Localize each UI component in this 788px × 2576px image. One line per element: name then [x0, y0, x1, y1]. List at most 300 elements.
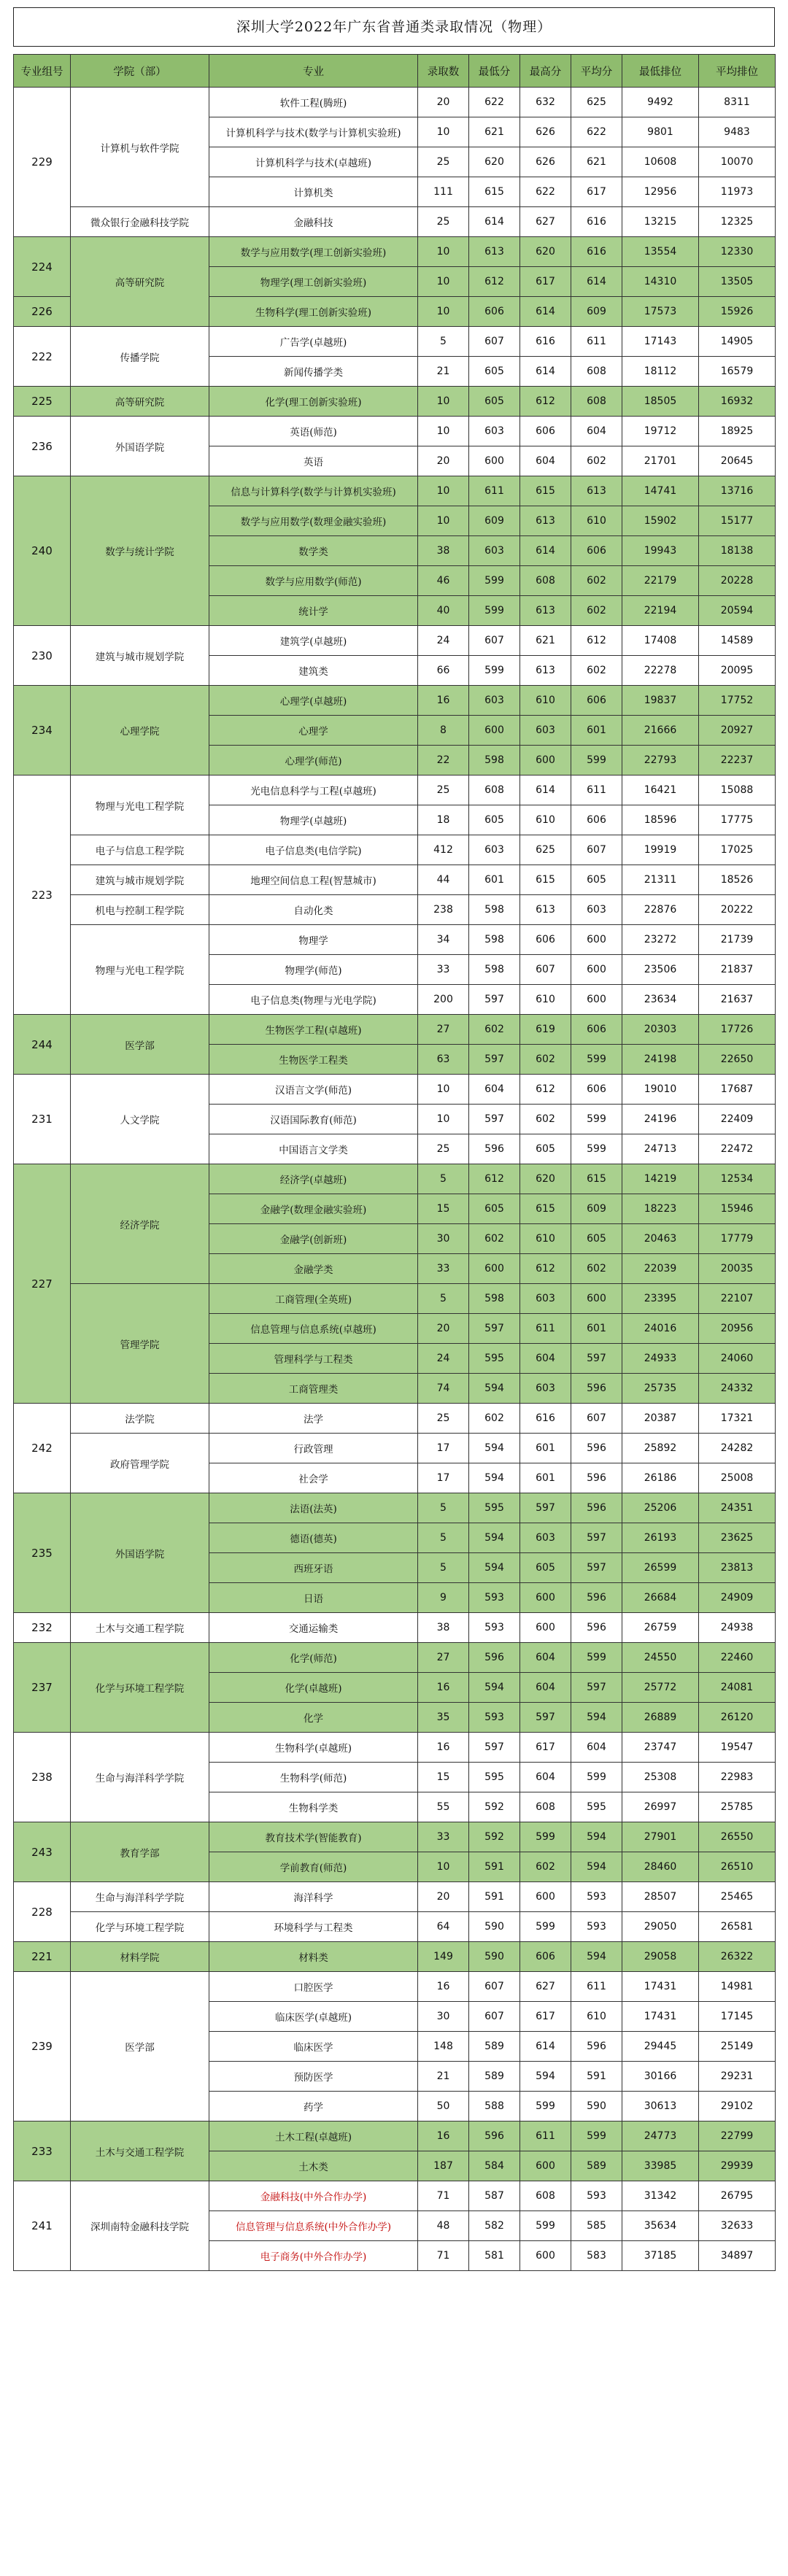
min-score-cell: 598 — [469, 1284, 520, 1314]
group-id-cell: 237 — [14, 1643, 71, 1733]
admitted-cell: 46 — [418, 566, 469, 596]
table-row — [14, 626, 776, 656]
min-score-cell: 597 — [469, 1733, 520, 1763]
min-score-cell: 603 — [469, 417, 520, 446]
major-cell: 土木类 — [209, 2151, 418, 2181]
avg-rank-cell: 24060 — [699, 1344, 776, 1374]
col-header-max-score: 最高分 — [520, 55, 571, 88]
min-score-cell: 597 — [469, 1105, 520, 1134]
admitted-cell: 10 — [418, 117, 469, 147]
avg-score-cell: 625 — [571, 88, 622, 117]
avg-rank-cell: 12330 — [699, 237, 776, 267]
table-row — [14, 1164, 776, 1194]
major-cell: 工商管理类 — [209, 1374, 418, 1404]
min-score-cell: 594 — [469, 1463, 520, 1493]
min-score-cell: 602 — [469, 1404, 520, 1434]
min-score-cell: 594 — [469, 1673, 520, 1703]
college-cell: 土木与交通工程学院 — [71, 2121, 209, 2181]
college-cell: 数学与统计学院 — [71, 476, 209, 626]
max-score-cell: 612 — [520, 1075, 571, 1105]
min-rank-cell: 22278 — [622, 656, 699, 686]
min-rank-cell: 12956 — [622, 177, 699, 207]
avg-rank-cell: 21637 — [699, 985, 776, 1015]
avg-score-cell: 585 — [571, 2211, 622, 2241]
avg-rank-cell: 24332 — [699, 1374, 776, 1404]
avg-rank-cell: 26510 — [699, 1852, 776, 1882]
min-score-cell: 597 — [469, 1045, 520, 1075]
college-cell: 传播学院 — [71, 327, 209, 387]
college-cell: 材料学院 — [71, 1942, 209, 1972]
max-score-cell: 606 — [520, 417, 571, 446]
min-rank-cell: 26759 — [622, 1613, 699, 1643]
major-cell: 交通运输类 — [209, 1613, 418, 1643]
college-cell: 电子与信息工程学院 — [71, 835, 209, 865]
group-id-cell: 236 — [14, 417, 71, 476]
major-cell: 行政管理 — [209, 1434, 418, 1463]
avg-score-cell: 602 — [571, 596, 622, 626]
major-cell: 计算机科学与技术(卓越班) — [209, 147, 418, 177]
min-rank-cell: 18112 — [622, 357, 699, 387]
major-cell: 物理学 — [209, 925, 418, 955]
max-score-cell: 602 — [520, 1045, 571, 1075]
min-score-cell: 602 — [469, 1015, 520, 1045]
major-cell: 法学 — [209, 1404, 418, 1434]
avg-rank-cell: 12534 — [699, 1164, 776, 1194]
avg-rank-cell: 21739 — [699, 925, 776, 955]
avg-score-cell: 606 — [571, 1075, 622, 1105]
major-cell: 金融科技 — [209, 207, 418, 237]
avg-rank-cell: 15088 — [699, 775, 776, 805]
admitted-cell: 16 — [418, 686, 469, 716]
admitted-cell: 15 — [418, 1194, 469, 1224]
avg-rank-cell: 20228 — [699, 566, 776, 596]
avg-rank-cell: 17775 — [699, 805, 776, 835]
min-score-cell: 596 — [469, 1134, 520, 1164]
major-cell: 土木工程(卓越班) — [209, 2121, 418, 2151]
max-score-cell: 599 — [520, 1912, 571, 1942]
admitted-cell: 238 — [418, 895, 469, 925]
min-score-cell: 581 — [469, 2241, 520, 2271]
min-score-cell: 600 — [469, 446, 520, 476]
max-score-cell: 617 — [520, 1733, 571, 1763]
avg-score-cell: 596 — [571, 1613, 622, 1643]
max-score-cell: 615 — [520, 865, 571, 895]
avg-rank-cell: 16579 — [699, 357, 776, 387]
max-score-cell: 604 — [520, 1673, 571, 1703]
major-cell: 社会学 — [209, 1463, 418, 1493]
max-score-cell: 614 — [520, 297, 571, 327]
avg-rank-cell: 15926 — [699, 297, 776, 327]
major-cell: 化学(师范) — [209, 1643, 418, 1673]
min-score-cell: 595 — [469, 1493, 520, 1523]
min-rank-cell: 20387 — [622, 1404, 699, 1434]
group-id-cell: 241 — [14, 2181, 71, 2271]
avg-score-cell: 590 — [571, 2092, 622, 2121]
avg-score-cell: 594 — [571, 1942, 622, 1972]
avg-rank-cell: 32633 — [699, 2211, 776, 2241]
major-cell: 统计学 — [209, 596, 418, 626]
admitted-cell: 40 — [418, 596, 469, 626]
min-rank-cell: 26599 — [622, 1553, 699, 1583]
min-score-cell: 601 — [469, 865, 520, 895]
min-rank-cell: 16421 — [622, 775, 699, 805]
major-cell: 教育技术学(智能教育) — [209, 1822, 418, 1852]
min-rank-cell: 14741 — [622, 476, 699, 506]
min-rank-cell: 20463 — [622, 1224, 699, 1254]
major-cell: 环境科学与工程类 — [209, 1912, 418, 1942]
table-row — [14, 1643, 776, 1673]
major-cell: 德语(德英) — [209, 1523, 418, 1553]
min-score-cell: 590 — [469, 1942, 520, 1972]
college-cell: 政府管理学院 — [71, 1434, 209, 1493]
avg-rank-cell: 22650 — [699, 1045, 776, 1075]
avg-rank-cell: 15946 — [699, 1194, 776, 1224]
max-score-cell: 606 — [520, 925, 571, 955]
avg-score-cell: 611 — [571, 775, 622, 805]
avg-rank-cell: 22237 — [699, 746, 776, 775]
major-cell: 化学(理工创新实验班) — [209, 387, 418, 417]
min-score-cell: 607 — [469, 2002, 520, 2032]
min-rank-cell: 30613 — [622, 2092, 699, 2121]
admitted-cell: 21 — [418, 2062, 469, 2092]
avg-rank-cell: 18138 — [699, 536, 776, 566]
avg-score-cell: 612 — [571, 626, 622, 656]
major-cell: 西班牙语 — [209, 1553, 418, 1583]
min-rank-cell: 26997 — [622, 1792, 699, 1822]
max-score-cell: 603 — [520, 1284, 571, 1314]
table-row — [14, 476, 776, 506]
table-row — [14, 1075, 776, 1105]
min-score-cell: 587 — [469, 2181, 520, 2211]
college-cell: 建筑与城市规划学院 — [71, 626, 209, 686]
college-cell: 建筑与城市规划学院 — [71, 865, 209, 895]
avg-rank-cell: 17779 — [699, 1224, 776, 1254]
avg-rank-cell: 22460 — [699, 1643, 776, 1673]
avg-rank-cell: 25008 — [699, 1463, 776, 1493]
min-score-cell: 602 — [469, 1224, 520, 1254]
admitted-cell: 20 — [418, 88, 469, 117]
col-header-college: 学院（部） — [71, 55, 209, 88]
avg-rank-cell: 20222 — [699, 895, 776, 925]
min-score-cell: 600 — [469, 1254, 520, 1284]
admitted-cell: 44 — [418, 865, 469, 895]
avg-score-cell: 595 — [571, 1792, 622, 1822]
min-rank-cell: 14219 — [622, 1164, 699, 1194]
major-cell: 金融学(数理金融实验班) — [209, 1194, 418, 1224]
min-score-cell: 599 — [469, 656, 520, 686]
avg-score-cell: 599 — [571, 1105, 622, 1134]
max-score-cell: 627 — [520, 207, 571, 237]
major-cell: 心理学(师范) — [209, 746, 418, 775]
major-cell: 材料类 — [209, 1942, 418, 1972]
admitted-cell: 17 — [418, 1434, 469, 1463]
min-rank-cell: 26186 — [622, 1463, 699, 1493]
admitted-cell: 50 — [418, 2092, 469, 2121]
max-score-cell: 621 — [520, 626, 571, 656]
admitted-cell: 10 — [418, 1852, 469, 1882]
max-score-cell: 620 — [520, 1164, 571, 1194]
major-cell: 中国语言文学类 — [209, 1134, 418, 1164]
max-score-cell: 620 — [520, 237, 571, 267]
max-score-cell: 597 — [520, 1493, 571, 1523]
max-score-cell: 610 — [520, 686, 571, 716]
max-score-cell: 602 — [520, 1852, 571, 1882]
major-cell: 信息管理与信息系统(卓越班) — [209, 1314, 418, 1344]
avg-score-cell: 605 — [571, 1224, 622, 1254]
min-score-cell: 582 — [469, 2211, 520, 2241]
college-cell: 微众银行金融科技学院 — [71, 207, 209, 237]
max-score-cell: 617 — [520, 2002, 571, 2032]
min-rank-cell: 25772 — [622, 1673, 699, 1703]
min-rank-cell: 19943 — [622, 536, 699, 566]
major-cell: 自动化类 — [209, 895, 418, 925]
min-score-cell: 603 — [469, 686, 520, 716]
college-cell: 人文学院 — [71, 1075, 209, 1164]
group-id-cell: 244 — [14, 1015, 71, 1075]
avg-score-cell: 608 — [571, 357, 622, 387]
avg-score-cell: 599 — [571, 1763, 622, 1792]
admitted-cell: 5 — [418, 1493, 469, 1523]
max-score-cell: 604 — [520, 446, 571, 476]
avg-rank-cell: 8311 — [699, 88, 776, 117]
max-score-cell: 611 — [520, 1314, 571, 1344]
table-row — [14, 2121, 776, 2151]
avg-rank-cell: 17752 — [699, 686, 776, 716]
major-cell: 计算机类 — [209, 177, 418, 207]
max-score-cell: 613 — [520, 596, 571, 626]
min-rank-cell: 22194 — [622, 596, 699, 626]
max-score-cell: 613 — [520, 506, 571, 536]
admitted-cell: 17 — [418, 1463, 469, 1493]
college-cell: 高等研究院 — [71, 387, 209, 417]
avg-score-cell: 602 — [571, 1254, 622, 1284]
major-cell: 生物科学(师范) — [209, 1763, 418, 1792]
max-score-cell: 612 — [520, 387, 571, 417]
group-id-cell: 239 — [14, 1972, 71, 2121]
major-cell: 数学与应用数学(数理金融实验班) — [209, 506, 418, 536]
avg-rank-cell: 24909 — [699, 1583, 776, 1613]
min-rank-cell: 29058 — [622, 1942, 699, 1972]
min-rank-cell: 19919 — [622, 835, 699, 865]
table-row — [14, 1434, 776, 1463]
admitted-cell: 16 — [418, 1673, 469, 1703]
admitted-cell: 412 — [418, 835, 469, 865]
college-cell: 医学部 — [71, 1015, 209, 1075]
avg-score-cell: 614 — [571, 267, 622, 297]
admitted-cell: 24 — [418, 626, 469, 656]
max-score-cell: 601 — [520, 1434, 571, 1463]
min-rank-cell: 14310 — [622, 267, 699, 297]
admitted-cell: 20 — [418, 1882, 469, 1912]
min-rank-cell: 26193 — [622, 1523, 699, 1553]
avg-score-cell: 596 — [571, 1374, 622, 1404]
group-id-cell: 238 — [14, 1733, 71, 1822]
group-id-cell: 228 — [14, 1882, 71, 1942]
admitted-cell: 10 — [418, 237, 469, 267]
group-id-cell: 243 — [14, 1822, 71, 1882]
major-cell: 英语(师范) — [209, 417, 418, 446]
min-rank-cell: 22179 — [622, 566, 699, 596]
major-cell: 化学 — [209, 1703, 418, 1733]
admitted-cell: 10 — [418, 417, 469, 446]
admitted-cell: 63 — [418, 1045, 469, 1075]
group-id-cell: 229 — [14, 88, 71, 237]
major-cell: 数学类 — [209, 536, 418, 566]
major-cell: 金融学类 — [209, 1254, 418, 1284]
min-rank-cell: 35634 — [622, 2211, 699, 2241]
avg-score-cell: 622 — [571, 117, 622, 147]
table-row — [14, 1493, 776, 1523]
group-id-cell: 234 — [14, 686, 71, 775]
avg-rank-cell: 25785 — [699, 1792, 776, 1822]
min-score-cell: 591 — [469, 1882, 520, 1912]
max-score-cell: 603 — [520, 1374, 571, 1404]
admitted-cell: 71 — [418, 2181, 469, 2211]
min-score-cell: 605 — [469, 1194, 520, 1224]
avg-score-cell: 600 — [571, 1284, 622, 1314]
min-rank-cell: 23506 — [622, 955, 699, 985]
table-row — [14, 925, 776, 955]
admitted-cell: 149 — [418, 1942, 469, 1972]
max-score-cell: 599 — [520, 2211, 571, 2241]
college-cell: 高等研究院 — [71, 237, 209, 327]
avg-rank-cell: 16932 — [699, 387, 776, 417]
max-score-cell: 608 — [520, 2181, 571, 2211]
min-rank-cell: 29445 — [622, 2032, 699, 2062]
min-rank-cell: 30166 — [622, 2062, 699, 2092]
min-score-cell: 594 — [469, 1523, 520, 1553]
avg-rank-cell: 10070 — [699, 147, 776, 177]
avg-score-cell: 609 — [571, 1194, 622, 1224]
max-score-cell: 605 — [520, 1134, 571, 1164]
min-rank-cell: 22876 — [622, 895, 699, 925]
avg-score-cell: 596 — [571, 1463, 622, 1493]
min-rank-cell: 26684 — [622, 1583, 699, 1613]
max-score-cell: 594 — [520, 2062, 571, 2092]
major-cell: 金融科技(中外合作办学) — [209, 2181, 418, 2211]
avg-score-cell: 605 — [571, 865, 622, 895]
min-score-cell: 596 — [469, 1643, 520, 1673]
college-cell: 深圳南特金融科技学院 — [71, 2181, 209, 2271]
min-rank-cell: 22039 — [622, 1254, 699, 1284]
min-rank-cell: 18596 — [622, 805, 699, 835]
major-cell: 心理学(卓越班) — [209, 686, 418, 716]
admitted-cell: 33 — [418, 1254, 469, 1284]
admitted-cell: 25 — [418, 1134, 469, 1164]
major-cell: 软件工程(腾班) — [209, 88, 418, 117]
admitted-cell: 20 — [418, 1314, 469, 1344]
table-row — [14, 895, 776, 925]
col-header-avg-rank: 平均排位 — [699, 55, 776, 88]
min-score-cell: 615 — [469, 177, 520, 207]
min-score-cell: 597 — [469, 1314, 520, 1344]
admitted-cell: 10 — [418, 506, 469, 536]
avg-score-cell: 600 — [571, 955, 622, 985]
min-rank-cell: 9801 — [622, 117, 699, 147]
major-cell: 建筑学(卓越班) — [209, 626, 418, 656]
admitted-cell: 10 — [418, 476, 469, 506]
min-score-cell: 603 — [469, 536, 520, 566]
max-score-cell: 600 — [520, 1882, 571, 1912]
min-score-cell: 607 — [469, 626, 520, 656]
avg-score-cell: 594 — [571, 1822, 622, 1852]
admitted-cell: 5 — [418, 1523, 469, 1553]
avg-rank-cell: 17687 — [699, 1075, 776, 1105]
admitted-cell: 10 — [418, 297, 469, 327]
min-score-cell: 598 — [469, 925, 520, 955]
admitted-cell: 35 — [418, 1703, 469, 1733]
avg-rank-cell: 14905 — [699, 327, 776, 357]
group-id-cell: 233 — [14, 2121, 71, 2181]
avg-rank-cell: 20594 — [699, 596, 776, 626]
table-row — [14, 1613, 776, 1643]
avg-rank-cell: 18925 — [699, 417, 776, 446]
admitted-cell: 27 — [418, 1643, 469, 1673]
avg-rank-cell: 25465 — [699, 1882, 776, 1912]
table-row — [14, 1972, 776, 2002]
min-rank-cell: 33985 — [622, 2151, 699, 2181]
avg-score-cell: 606 — [571, 1015, 622, 1045]
avg-score-cell: 601 — [571, 716, 622, 746]
min-score-cell: 594 — [469, 1374, 520, 1404]
avg-score-cell: 602 — [571, 566, 622, 596]
min-score-cell: 599 — [469, 566, 520, 596]
min-rank-cell: 27901 — [622, 1822, 699, 1852]
table-row — [14, 686, 776, 716]
major-cell: 物理学(理工创新实验班) — [209, 267, 418, 297]
avg-score-cell: 597 — [571, 1673, 622, 1703]
min-score-cell: 605 — [469, 805, 520, 835]
min-score-cell: 589 — [469, 2032, 520, 2062]
avg-rank-cell: 26581 — [699, 1912, 776, 1942]
major-cell: 生物医学工程(卓越班) — [209, 1015, 418, 1045]
min-rank-cell: 13554 — [622, 237, 699, 267]
admitted-cell: 21 — [418, 357, 469, 387]
major-cell: 经济学(卓越班) — [209, 1164, 418, 1194]
avg-score-cell: 589 — [571, 2151, 622, 2181]
college-cell: 化学与环境工程学院 — [71, 1643, 209, 1733]
avg-score-cell: 621 — [571, 147, 622, 177]
min-rank-cell: 15902 — [622, 506, 699, 536]
group-id-cell: 232 — [14, 1613, 71, 1643]
avg-rank-cell: 26795 — [699, 2181, 776, 2211]
avg-rank-cell: 22983 — [699, 1763, 776, 1792]
avg-score-cell: 607 — [571, 1404, 622, 1434]
min-score-cell: 589 — [469, 2062, 520, 2092]
admitted-cell: 187 — [418, 2151, 469, 2181]
min-score-cell: 597 — [469, 985, 520, 1015]
major-cell: 工商管理(全英班) — [209, 1284, 418, 1314]
admitted-cell: 33 — [418, 955, 469, 985]
major-cell: 海洋科学 — [209, 1882, 418, 1912]
college-cell: 经济学院 — [71, 1164, 209, 1284]
avg-rank-cell: 24081 — [699, 1673, 776, 1703]
group-id-cell: 230 — [14, 626, 71, 686]
max-score-cell: 599 — [520, 2092, 571, 2121]
avg-score-cell: 607 — [571, 835, 622, 865]
avg-rank-cell: 20035 — [699, 1254, 776, 1284]
avg-score-cell: 602 — [571, 656, 622, 686]
table-row — [14, 327, 776, 357]
major-cell: 生物医学工程类 — [209, 1045, 418, 1075]
max-score-cell: 603 — [520, 716, 571, 746]
col-header-min-score: 最低分 — [469, 55, 520, 88]
min-rank-cell: 24933 — [622, 1344, 699, 1374]
major-cell: 电子信息类(电信学院) — [209, 835, 418, 865]
avg-score-cell: 611 — [571, 327, 622, 357]
min-rank-cell: 21311 — [622, 865, 699, 895]
admitted-cell: 55 — [418, 1792, 469, 1822]
